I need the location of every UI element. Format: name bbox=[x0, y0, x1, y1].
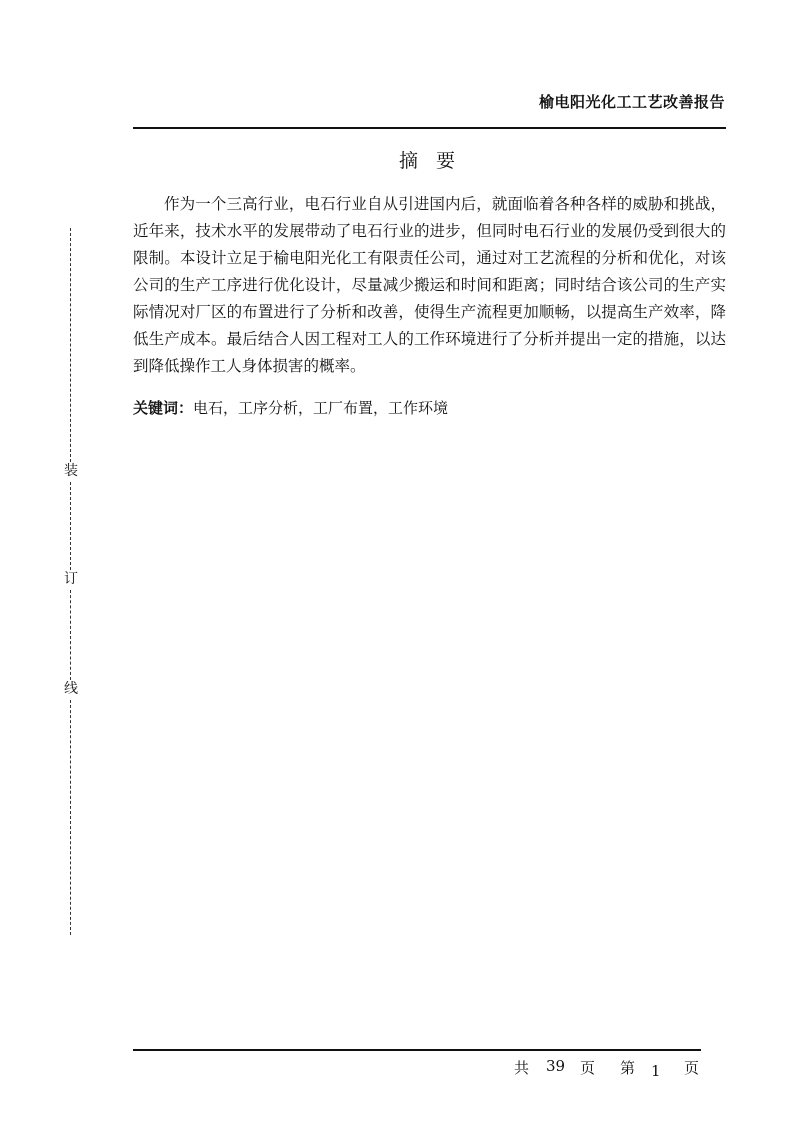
binding-dash-line bbox=[70, 700, 71, 935]
footer-rule bbox=[133, 1049, 701, 1051]
footer-total-pages: 39 bbox=[546, 1057, 566, 1075]
abstract-body: 作为一个三高行业，电石行业自从引进国内后，就面临着各种各样的威胁和挑战，近年来，技术水平的发展带动了电石行业的进步，但同时电石行业的发展仍受到很大的限制。本设计立足于榆电阳光化工有限责任公司，通过对工艺流程的分析和优化，对该公司的生产工序进行优化设计，尽量减少搬运和时间和距离；同时结合该公司的生产实际情况对厂区的布置进行了分析和改善，使得生产流程更加顺畅，以提高生产效率，降低生产成本。最后结合人因工程对工人的工作环境进行了分析并提出一定的措施，以达到降低操作工人身体损害的概率。 bbox=[133, 195, 726, 375]
footer-current-suffix: 页 bbox=[684, 1059, 700, 1077]
header-rule bbox=[133, 127, 726, 129]
binding-dash-line bbox=[70, 228, 71, 462]
footer-current-prefix: 第 bbox=[620, 1059, 636, 1077]
binding-char-zhuang: 装 bbox=[64, 463, 78, 479]
abstract-title: 摘 要 bbox=[398, 150, 462, 172]
binding-char-ding: 订 bbox=[64, 571, 78, 587]
binding-margin bbox=[62, 228, 80, 935]
binding-dash-line bbox=[70, 482, 71, 570]
page-footer bbox=[0, 1054, 800, 1084]
footer-total-suffix: 页 bbox=[580, 1059, 596, 1077]
keywords bbox=[133, 397, 448, 418]
binding-dash-line bbox=[70, 590, 71, 680]
footer-current-page: 1 bbox=[651, 1062, 661, 1080]
keywords-label: 关键词： bbox=[133, 399, 194, 417]
keywords-value: 电石，工序分析，工厂布置，工作环境 bbox=[193, 399, 449, 417]
header-title: 榆电阳光化工工艺改善报告 bbox=[538, 93, 725, 111]
binding-char-xian: 线 bbox=[64, 681, 78, 697]
footer-total-prefix: 共 bbox=[514, 1059, 530, 1077]
